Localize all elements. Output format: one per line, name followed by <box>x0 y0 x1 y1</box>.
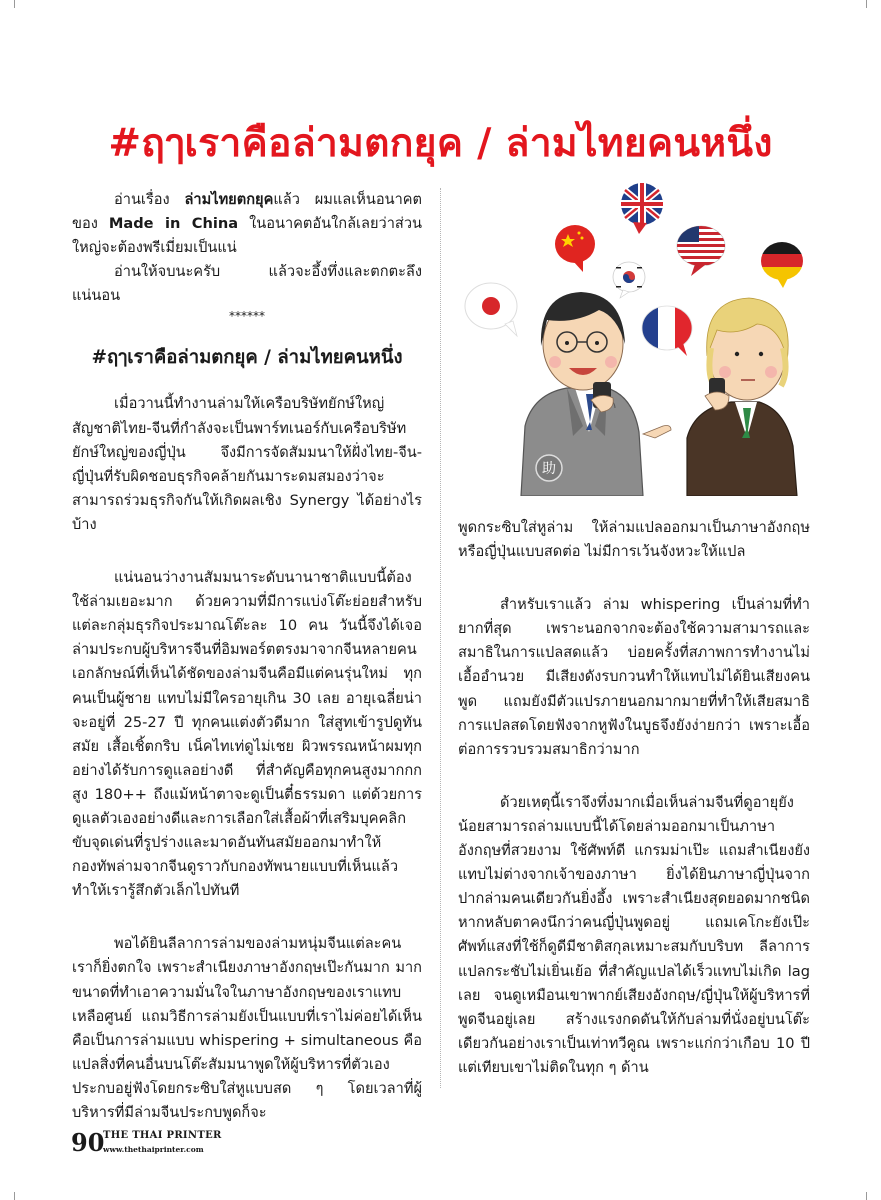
usa-flag-icon <box>675 226 727 276</box>
body-paragraph: เมื่อวานนี้ทำงานล่ามให้เครือบริษัทยักษ์ใหญ่สัญชาติไทย-จีนที่กำลังจะเป็นพาร์ทเนอร์กับเครือบริษัทยักษ์ใหญ่ของญี่ปุ่น จึงมีการจัดสัมมนาให้ฝั่งไทย-จีน-ญี่ปุ่นที่รับผิดชอบธุรกิจคล้ายกันมาระดมสมองว่าจะสามารถร่วมธุรกิจกันให้เกิดผลเชิง Synergy ได้อย่างไรบ้าง <box>72 395 422 533</box>
crop-mark <box>866 0 867 8</box>
uk-flag-icon <box>621 183 663 234</box>
china-flag-icon <box>555 225 595 272</box>
column-divider <box>440 188 441 1088</box>
crop-mark <box>14 1192 15 1200</box>
subheading: #ฤๅเราคือล่ามตกยุค / ล่ามไทยคนหนึ่ง <box>91 347 403 369</box>
magazine-brand: THE THAI PRINTER <box>103 1130 222 1141</box>
intro-text: ในอนาคตอันใกล้เลยว่าส่วนใหญ่จะต้องพรีเมี่ยมเป็นแน่ <box>72 215 423 257</box>
page-number: 90 <box>71 1128 105 1157</box>
page-title: #ฤๅเราคือล่ามตกยุค / ล่ามไทยคนหนึ่ง <box>108 121 773 167</box>
intro-bold-text: Made in China <box>108 215 239 233</box>
body-paragraph: ด้วยเหตุนี้เราจึงทึ่งมากเมื่อเห็นล่ามจีนที่ดูอายุยังน้อยสามารถล่ามแบบนี้ได้โดยล่ามออกมาเป็นภาษาอังกฤษที่สวยงาม ใช้ศัพท์ดี แกรมม่าเป๊ะ แถมสำเนียงยังแทบไม่ต่างจากเจ้าของภาษา ยิ่งได้ยินภาษาญี่ปุ่นจากปากล่ามคนเดียวกันยิ่งอึ้ง เพราะสำเนียงสุดยอดมากชนิดหากหลับตาคงนึกว่าคนญี่ปุ่นพูดอยู่ แถมเคโกะยังเป๊ะ ศัพท์แสงที่ใช้ก็ดูดีมีชาติสกุลเหมาะสมกับบริบท ลีลาการแปลกระชับไม่เยิ่นเย้อ ที่สำคัญแปลได้เร็วแทบไม่เกิด lag เลย จนดูเหมือนเขาพากย์เสียงอังกฤษ/ญี่ปุ่นให้ผู้บริหารที่พูดจีนอยู่เลย สร้างแรงกดดันให้กับล่ามที่นั่งอยู่บนโต๊ะเดียวกันอย่างเราเป็นเท่าทวีคูณ เพราะแก่กว่าเกือบ 10 ปีแต่เทียบเขาไม่ติดในทุก ๆ ด้าน <box>458 793 810 1076</box>
body-paragraph: พอได้ยินลีลาการล่ามของล่ามหนุ่มจีนแต่ละคนเราก็ยิ่งตกใจ เพราะสำเนียงภาษาอังกฤษเป๊ะกันมาก มากขนาดที่ทำเอาความมั่นใจในภาษาอังกฤษของเราแทบเหลือศูนย์ แถมวิธีการล่ามยังเป็นแบบที่เราไม่ค่อยได้เห็นคือเป็นการล่ามแบบ whispering + simultaneous คือแปลสิ่งที่คนอื่นบนโต๊ะสัมมนาพูดให้ผู้บริหารที่ตัวเองประกบอยู่ฟังโดยกระซิบใส่หูแบบสด ๆ โดยเวลาที่ผู้บริหารที่มีล่ามจีนประกบพูดก็จะ <box>72 935 422 1121</box>
interpreters-illustration <box>455 176 825 496</box>
magazine-url: www.thethaiprinter.com <box>103 1145 204 1154</box>
intro-bold-text: ล่ามไทยตกยุค <box>184 191 274 208</box>
crop-mark <box>14 0 15 8</box>
body-paragraph: พูดกระซิบใส่หูล่าม ให้ล่ามแปลออกมาเป็นภาษาอังกฤษหรือญี่ปุ่นแบบสดต่อ ไม่มีการเว้นจังหวะให้แปล <box>458 519 810 561</box>
intro-text: อ่านเรื่อง <box>114 191 185 208</box>
separator-stars: ****** <box>229 309 265 324</box>
germany-flag-icon <box>759 241 805 288</box>
western-interpreter-figure <box>687 298 797 496</box>
crop-mark <box>866 1192 867 1200</box>
korea-flag-icon <box>613 262 645 298</box>
japan-flag-icon <box>465 283 517 336</box>
body-paragraph: แน่นอนว่างานสัมมนาระดับนานาชาติแบบนี้ต้องใช้ล่ามเยอะมาก ด้วยความที่มีการแบ่งโต๊ะย่อยสำหรับแต่ละกลุ่มธุรกิจประมาณโต๊ะละ 10 คน วันนี้จึงได้เจอล่ามประกบผู้บริหารจีนที่อิมพอร์ตตรงมาจากจีนหลายคน เอกลักษณ์ที่เห็นได้ชัดของล่ามจีนคือมีแต่คนรุ่นใหม่ ทุกคนเป็นผู้ชาย แทบไม่มีใครอายุเกิน 30 เลย อายุเฉลี่ยน่าจะอยู่ที่ 25-27 ปี ทุกคนแต่งตัวดีมาก ใส่สูทเข้ารูปดูทันสมัย เสื้อเชิ้ตกริบ เน็คไทเท่ดูไม่เชย ผิวพรรณหน้าผมทุกอย่างได้รับการดูแลอย่างดี ที่สำคัญคือทุกคนสูงมากกก สูง 180++ ถึงแม้หน้าตาจะดูเป็นตี๋ธรรมดา แต่ด้วยการดูแลตัวเองอย่างดีและการเลือกใส่เสื้อผ้าที่เสริมบุคคลิก ขับจุดเด่นที่รูปร่างและมาดอันทันสมัยออกมาทำให้กองทัพล่ามจากจีนดูราวกับกองทัพนายแบบที่เห็นแล้วทำให้เรารู้สึกตัวเล็กไปทันที <box>72 569 422 900</box>
intro-text: แล้ว ผมแลเห็นอนาคตของ <box>72 191 423 233</box>
intro-line-2: อ่านให้จบนะครับ แล้วจะอึ้งทึ่งและตกตะลึงแน่นอน <box>72 263 422 305</box>
right-column <box>458 516 810 1080</box>
body-paragraph: สำหรับเราแล้ว ล่าม whispering เป็นล่ามที่ทำยากที่สุด เพราะนอกจากจะต้องใช้ความสามารถและสมาธิในการแปลสดแล้ว บ่อยครั้งที่สภาพการทำงานไม่เอื้ออำนวย มีเสียงดังรบกวนทำให้แทบไม่ได้ยินเสียงคนพูด แถมยังมีตัวแปรภายนอกมากมายที่ทำให้เสียสมาธิ การแปลสดโดยฟังจากหูฟังในบูธจึงยังง่ายกว่า เพราะเอื้อต่อการรวบรวมสมาธิกว่ามาก <box>458 596 810 758</box>
france-flag-icon <box>641 306 693 356</box>
badge-text: 助 <box>542 461 556 477</box>
intro-paragraph <box>72 188 422 260</box>
left-column <box>72 188 422 1125</box>
